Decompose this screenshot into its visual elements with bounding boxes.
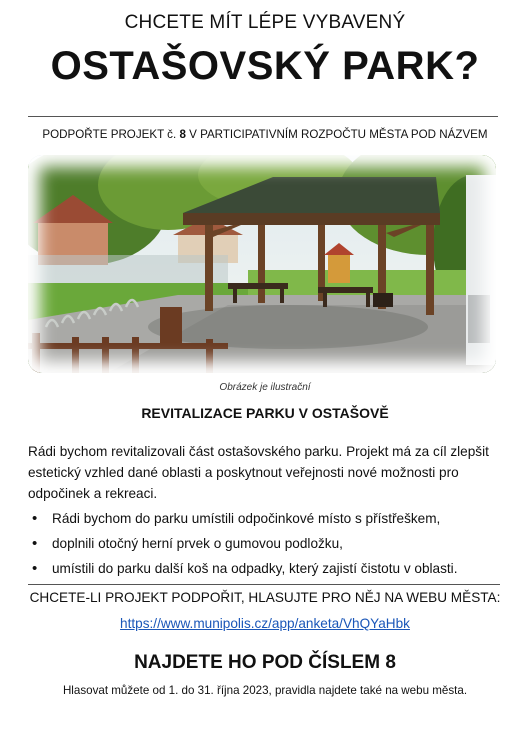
divider-bottom (28, 584, 500, 585)
list-item-text: doplnili otočný herní prvek o gumovou podložku, (52, 536, 343, 551)
kicker-heading: CHCETE MÍT LÉPE VYBAVENÝ (124, 12, 406, 33)
voting-note: Hlasovat můžete od 1. do 31. října 2023, pravidla najdete také na webu města. (62, 684, 468, 697)
subheading (0, 128, 530, 141)
park-photo (28, 155, 496, 373)
list-item-text: Rádi bychom do parku umístili odpočinkové místo s přístřeškem, (52, 511, 441, 526)
list-item-text: umístili do parku další koš na odpadky, který zajistí čistotu v oblasti. (52, 561, 458, 576)
project-number: 8 (179, 128, 186, 141)
project-title: REVITALIZACE PARKU V OSTAŠOVĚ (141, 405, 389, 421)
list-item (28, 558, 508, 583)
vote-link-container (0, 616, 530, 631)
subheading-after: V PARTICIPATIVNÍM ROZPOČTU MĚSTA POD NÁZVEM (185, 128, 488, 141)
project-bullets (28, 508, 508, 583)
page-title: OSTAŠOVSKÝ PARK? (50, 44, 480, 88)
call-to-action: CHCETE-LI PROJEKT PODPOŘIT, HLASUJTE PRO NĚJ NA WEBU MĚSTA: (29, 590, 501, 605)
bullet-icon: • (32, 510, 38, 527)
bullet-icon: • (32, 535, 38, 552)
project-intro: Rádi bychom revitalizovali část ostašovského parku. Projekt má za cíl zlepšit estetický vzhled dané oblasti a poskytnout veřejnosti nové možnosti pro odpočinek a rekreaci. (28, 444, 489, 501)
list-item (28, 533, 508, 558)
number-announcement: NAJDETE HO POD ČÍSLEM 8 (134, 652, 396, 673)
list-item (28, 508, 508, 533)
image-caption: Obrázek je ilustrační (219, 382, 311, 393)
bullet-icon: • (32, 560, 38, 577)
subheading-before: PODPOŘTE PROJEKT č. (42, 128, 180, 141)
vote-link[interactable]: https://www.munipolis.cz/app/anketa/VhQYaHbk (120, 616, 410, 631)
divider-top (28, 116, 498, 117)
